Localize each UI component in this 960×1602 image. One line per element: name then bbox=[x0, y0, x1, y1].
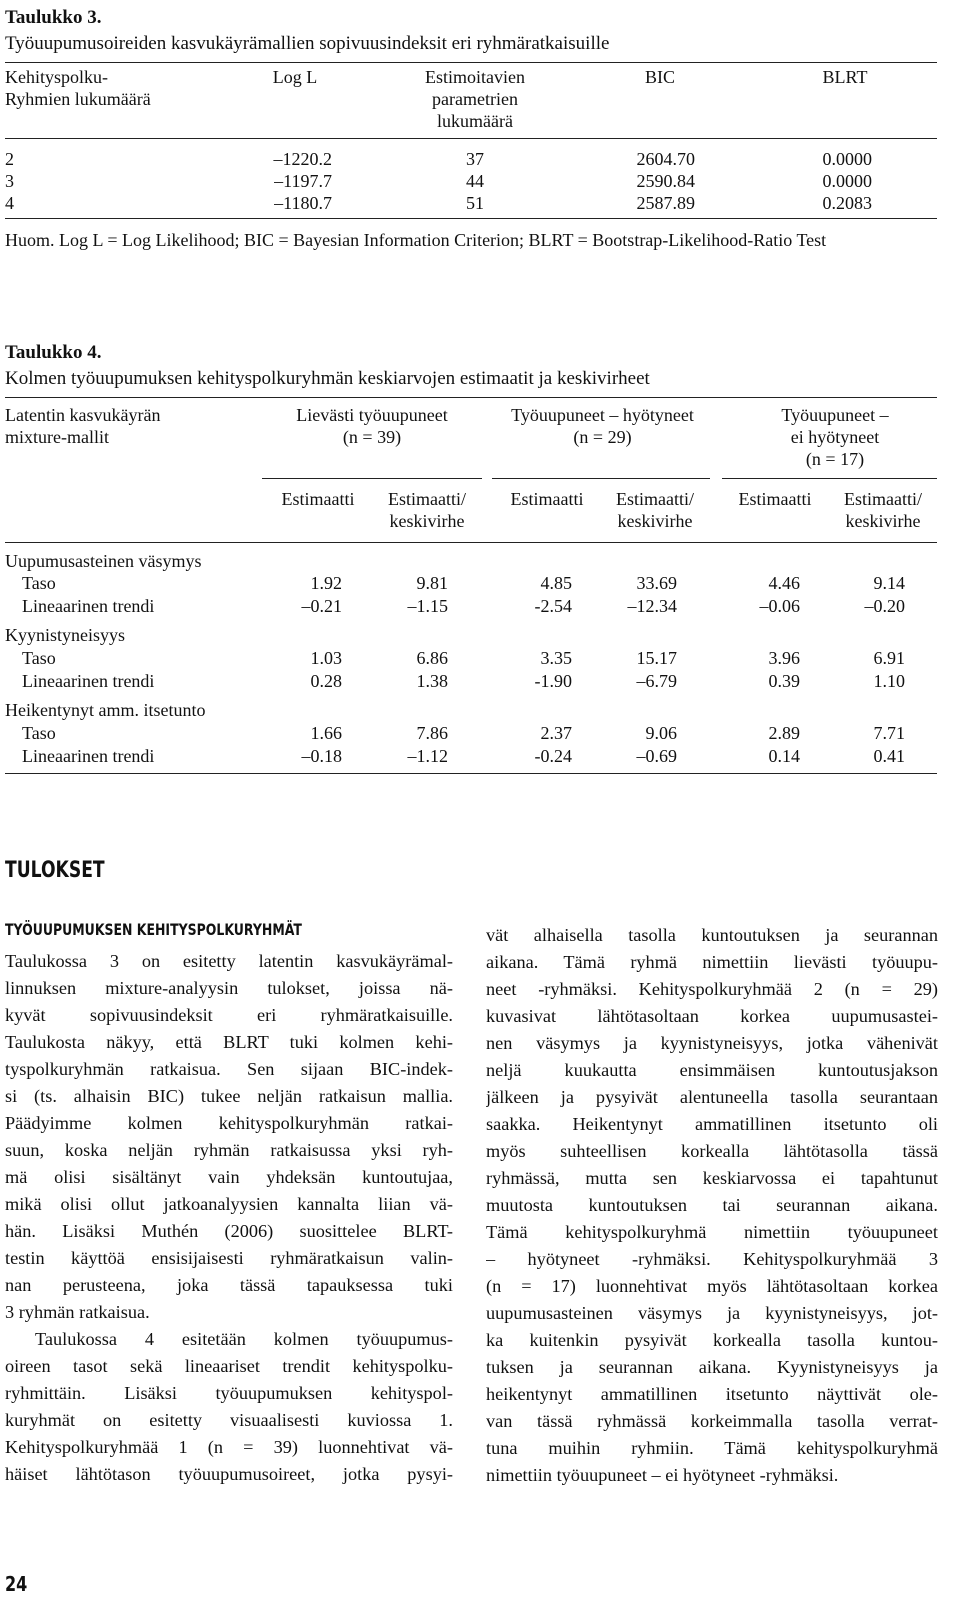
cell-estimate: -0.24 bbox=[534, 746, 572, 766]
table3-caption: Työuupumusoireiden kasvukäyrämallien sopivuusindeksit eri ryhmäratkaisuille bbox=[5, 33, 610, 54]
text-line: saakka. Heikentynyt ammatillinen itsetunto oli bbox=[486, 1114, 938, 1134]
row-label: Taso bbox=[22, 573, 56, 593]
cell-estimate: 2.89 bbox=[768, 723, 800, 743]
header-text: Lievästi työuupuneet bbox=[296, 405, 448, 425]
page-number: 24 bbox=[5, 1572, 28, 1596]
row-label: Lineaarinen trendi bbox=[22, 746, 155, 766]
table3-header-rule bbox=[5, 138, 937, 139]
subheader-ratio bbox=[600, 488, 710, 532]
cell-estimate: 1.03 bbox=[310, 648, 342, 668]
text-line: Taulukossa 3 on esitetty latentin kasvukäyrämal- bbox=[5, 951, 453, 971]
cell-estimate: –0.21 bbox=[301, 596, 342, 616]
table3-header-logl: Log L bbox=[272, 67, 318, 87]
table3-note: Huom. Log L = Log Likelihood; BIC = Bayesian Information Criterion; BLRT = Bootstrap-Likelihood-Ratio Test bbox=[5, 230, 827, 250]
cell-estimate: 0.39 bbox=[768, 671, 800, 691]
table4-section-title: Uupumusasteinen väsymys bbox=[5, 551, 202, 571]
table3-cell-bic: 2590.84 bbox=[636, 171, 695, 191]
cell-ratio: –1.15 bbox=[407, 596, 448, 616]
header-text: Estimoitavien bbox=[425, 67, 525, 87]
text-line: – hyötyneet -ryhmäksi. Kehityspolkuryhmää 3 bbox=[486, 1249, 938, 1269]
text-line: Taulukossa 4 esitetään kolmen työuupumus- bbox=[35, 1329, 453, 1349]
section-heading: TULOKSET bbox=[5, 858, 105, 883]
text-line: Kehityspolkuryhmää 1 (n = 39) luonnehtivat vä- bbox=[5, 1437, 453, 1457]
table4-title bbox=[5, 340, 650, 392]
text-line: Taulukosta näkyy, että BLRT tuki kolmen kehi- bbox=[5, 1032, 453, 1052]
header-text: Estimaatti/ bbox=[616, 489, 694, 509]
header-text: ei hyötyneet bbox=[790, 427, 880, 447]
cell-estimate: –0.18 bbox=[301, 746, 342, 766]
cell-ratio: 9.81 bbox=[416, 573, 448, 593]
table4-header-rule bbox=[5, 542, 937, 543]
text-line: nimettiin työuupuneet – ei hyötyneet -ryhmäksi. bbox=[486, 1465, 839, 1485]
cell-estimate: -2.54 bbox=[534, 596, 572, 616]
subheader-ratio bbox=[828, 488, 938, 532]
text-line: tuksen ja seurannan aikana. Kyynistyneisyys ja bbox=[486, 1357, 938, 1377]
table3-top-rule bbox=[5, 62, 937, 63]
table3-title bbox=[5, 5, 609, 57]
text-line: si (ts. alhaisin BIC) tukee neljän ratkaisun mallia. bbox=[5, 1086, 453, 1106]
text-line: oireen tasot sekä lineaariset trendit kehityspolku- bbox=[5, 1356, 453, 1376]
table3-header-params bbox=[400, 66, 550, 132]
header-text: mixture-mallit bbox=[5, 427, 109, 447]
table3-cell-bic: 2604.70 bbox=[636, 149, 695, 169]
cell-ratio: –0.69 bbox=[636, 746, 677, 766]
header-text: Estimaatti/ bbox=[844, 489, 922, 509]
row-label: Lineaarinen trendi bbox=[22, 596, 155, 616]
text-line: kuvasivat lähtötasoltaan korkea uupumusastei- bbox=[486, 1006, 938, 1026]
cell-ratio: –1.12 bbox=[407, 746, 448, 766]
table3-cell-logl: –1197.7 bbox=[274, 171, 332, 191]
table3-cell-groups: 4 bbox=[5, 193, 14, 213]
table4-header-model bbox=[5, 404, 160, 448]
header-text: Työuupuneet – bbox=[781, 405, 889, 425]
header-text: Ryhmien lukumäärä bbox=[5, 89, 151, 109]
header-text: keskivirhe bbox=[389, 511, 465, 531]
subheader-estimate: Estimaatti bbox=[738, 489, 812, 509]
cell-ratio: 15.17 bbox=[636, 648, 677, 668]
header-text: Työuupuneet – hyötyneet bbox=[511, 405, 694, 425]
cell-estimate: 0.28 bbox=[310, 671, 342, 691]
header-text: (n = 17) bbox=[805, 449, 865, 469]
cell-ratio: 33.69 bbox=[636, 573, 677, 593]
text-line: myös suhteellisen korkealla lähtötasolla tässä bbox=[486, 1141, 938, 1161]
right-column-text bbox=[486, 922, 938, 1489]
text-line: suun, koska neljän ryhmän ratkaisussa yksi ryh- bbox=[5, 1140, 453, 1160]
table3-cell-bic: 2587.89 bbox=[636, 193, 695, 213]
text-line: mikä olisi ollut jatkoanalyysien kannalta liian vä- bbox=[5, 1194, 453, 1214]
text-line: kyvät sopivuusindeksit eri ryhmäratkaisuille. bbox=[5, 1005, 453, 1025]
table3-header-bic: BIC bbox=[644, 67, 675, 87]
text-line: ka kuitenkin pysyivät korkealla tasolla kuntou- bbox=[486, 1330, 938, 1350]
text-line: nan perusteena, joka tässä tapauksessa tuki bbox=[5, 1275, 453, 1295]
cell-estimate: 1.92 bbox=[310, 573, 342, 593]
text-line: jälkeen ja pysyivät alentuneella tasolla seurantaan bbox=[486, 1087, 938, 1107]
text-line: vät alhaisella tasolla kuntoutuksen ja seurannan bbox=[486, 925, 938, 945]
text-line: kuryhmät on esitetty visuaalisesti kuviossa 1. bbox=[5, 1410, 453, 1430]
cell-ratio: 7.86 bbox=[416, 723, 448, 743]
header-text: keskivirhe bbox=[617, 511, 693, 531]
left-column-text bbox=[5, 948, 453, 1488]
table3-cell-groups: 2 bbox=[5, 149, 14, 169]
table4-bottom-rule bbox=[5, 773, 937, 774]
table4-section-title: Heikentynyt amm. itsetunto bbox=[5, 700, 206, 720]
header-text: (n = 29) bbox=[573, 427, 632, 447]
cell-estimate: 0.14 bbox=[768, 746, 800, 766]
table4-header-group2 bbox=[485, 404, 720, 448]
subheader-estimate: Estimaatti bbox=[281, 489, 355, 509]
row-label: Taso bbox=[22, 723, 56, 743]
cell-ratio: 1.10 bbox=[873, 671, 905, 691]
table3-header-groups bbox=[5, 66, 151, 110]
text-line: aikana. Tämä ryhmä nimettiin lievästi työuupu- bbox=[486, 952, 938, 972]
text-line: Päädyimme kolmen kehityspolkuryhmän ratkai- bbox=[5, 1113, 453, 1133]
group1-span-rule bbox=[262, 478, 482, 479]
cell-ratio: –0.20 bbox=[864, 596, 905, 616]
header-text: (n = 39) bbox=[342, 427, 402, 447]
cell-ratio: 6.91 bbox=[873, 648, 905, 668]
header-text: lukumäärä bbox=[437, 111, 513, 131]
text-line: mä olisi sisältänyt vain yhdeksän kuntoutujaa, bbox=[5, 1167, 453, 1187]
cell-ratio: –12.34 bbox=[627, 596, 677, 616]
header-text: Estimaatti/ bbox=[388, 489, 466, 509]
table3-header-blrt: BLRT bbox=[822, 67, 868, 87]
text-line: häiset lähtötason työuupumusoireet, jotka pysyi- bbox=[5, 1464, 453, 1484]
group3-span-rule bbox=[722, 478, 937, 479]
table4-section-title: Kyynistyneisyys bbox=[5, 625, 126, 645]
cell-estimate: 3.35 bbox=[540, 648, 572, 668]
header-text: Latentin kasvukäyrän bbox=[5, 405, 161, 425]
cell-ratio: 1.38 bbox=[416, 671, 448, 691]
row-label: Lineaarinen trendi bbox=[22, 671, 155, 691]
text-line: Tämä kehityspolkuryhmä nimettiin työuupuneet bbox=[486, 1222, 938, 1242]
cell-ratio: –6.79 bbox=[636, 671, 677, 691]
table3-cell-groups: 3 bbox=[5, 171, 14, 191]
text-line: nen väsymys ja kyynistyneisyys, jotka vähenivät bbox=[486, 1033, 938, 1053]
subsection-heading: TYÖUUPUMUKSEN KEHITYSPOLKURYHMÄT bbox=[5, 920, 302, 939]
text-line: uupumusasteinen väsymys ja kyynistyneisyys, jot- bbox=[486, 1303, 938, 1323]
table4-header-group1 bbox=[262, 404, 482, 448]
text-line: testin käyttöä ensisijaisesti ryhmäratkaisun valin- bbox=[5, 1248, 453, 1268]
cell-ratio: 6.86 bbox=[416, 648, 448, 668]
header-text: keskivirhe bbox=[845, 511, 921, 531]
table3-cell-logl: –1220.2 bbox=[273, 149, 332, 169]
table3-cell-blrt: 0.0000 bbox=[822, 149, 872, 169]
table3-cell-blrt: 0.0000 bbox=[822, 171, 872, 191]
table4-caption: Kolmen työuupumuksen kehityspolkuryhmän keskiarvojen estimaatit ja keskivirheet bbox=[5, 368, 650, 389]
group2-span-rule bbox=[492, 478, 710, 479]
text-line: muutosta kuntoutuksen tai seurannan aikana. bbox=[486, 1195, 938, 1215]
cell-ratio: 9.14 bbox=[873, 573, 905, 593]
text-line: (n = 17) luonnehtivat myös lähtötasoltaan korkea bbox=[486, 1276, 938, 1296]
cell-estimate: 3.96 bbox=[768, 648, 800, 668]
cell-ratio: 9.06 bbox=[645, 723, 677, 743]
text-line: linnuksen mixture-analyysin tulokset, joissa nä- bbox=[5, 978, 453, 998]
text-line: tuna muihin ryhmiin. Tämä kehityspolkuryhmä bbox=[486, 1438, 938, 1458]
subheader-ratio bbox=[372, 488, 482, 532]
text-line: ryhmittäin. Lisäksi työuupumuksen kehityspol- bbox=[5, 1383, 453, 1403]
header-text: parametrien bbox=[432, 89, 518, 109]
cell-ratio: 7.71 bbox=[873, 723, 905, 743]
cell-estimate: -1.90 bbox=[534, 671, 572, 691]
cell-estimate: –0.06 bbox=[759, 596, 800, 616]
cell-estimate: 2.37 bbox=[540, 723, 572, 743]
table3-label: Taulukko 3. bbox=[5, 7, 102, 28]
table3-bottom-rule bbox=[5, 218, 937, 219]
table3-cell-params: 51 bbox=[466, 193, 484, 213]
table3-cell-logl: –1180.7 bbox=[274, 193, 332, 213]
row-label: Taso bbox=[22, 648, 56, 668]
text-line: hän. Lisäksi Muthén (2006) suosittelee BLRT- bbox=[5, 1221, 453, 1241]
text-line: heikentynyt ammatillinen itsetunto näyttivät ole- bbox=[486, 1384, 938, 1404]
table4-label: Taulukko 4. bbox=[5, 342, 102, 363]
cell-estimate: 4.46 bbox=[768, 573, 800, 593]
text-line: neet -ryhmäksi. Kehityspolkuryhmää 2 (n = 29) bbox=[486, 979, 938, 999]
table3-cell-blrt: 0.2083 bbox=[822, 193, 872, 213]
table3-cell-params: 37 bbox=[466, 149, 484, 169]
table4-top-rule bbox=[5, 397, 937, 398]
cell-estimate: 1.66 bbox=[310, 723, 342, 743]
text-line: neljä kuukautta ensimmäisen kuntoutusjakson bbox=[486, 1060, 938, 1080]
text-line: 3 ryhmän ratkaisua. bbox=[5, 1302, 150, 1322]
cell-ratio: 0.41 bbox=[873, 746, 905, 766]
text-line: tyspolkuryhmän ratkaisua. Sen sijaan BIC-indek- bbox=[5, 1059, 453, 1079]
subheader-estimate: Estimaatti bbox=[510, 489, 584, 509]
table4-header-group3 bbox=[735, 404, 935, 470]
text-line: van tässä ryhmässä korkeimmalla tasolla verrat- bbox=[486, 1411, 938, 1431]
text-line: ryhmässä, mutta sen keskiarvossa ei tapahtunut bbox=[486, 1168, 938, 1188]
cell-estimate: 4.85 bbox=[540, 573, 572, 593]
table3-cell-params: 44 bbox=[466, 171, 484, 191]
header-text: Kehityspolku- bbox=[5, 67, 108, 87]
